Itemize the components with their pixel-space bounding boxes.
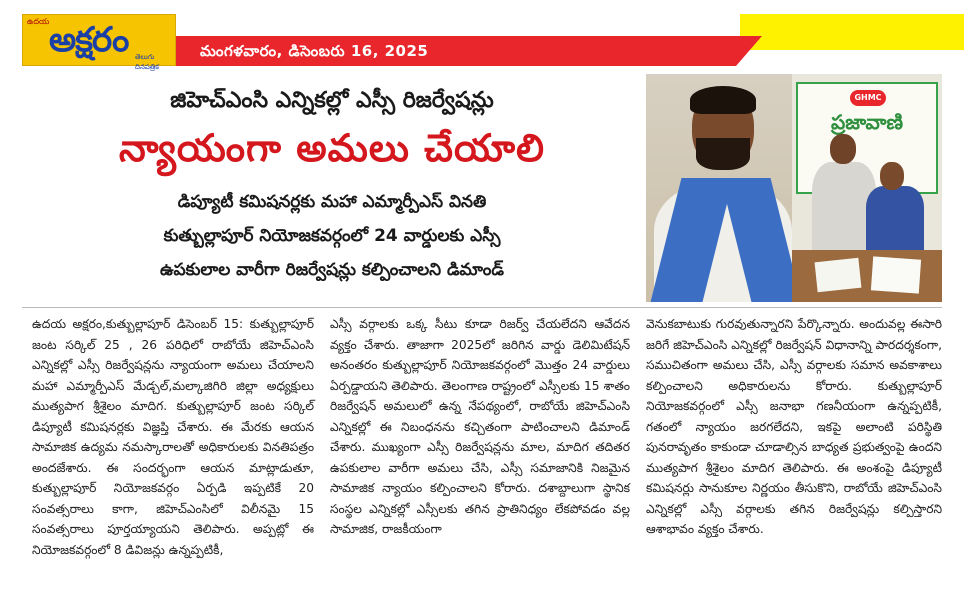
- article-deck-line: కుత్బుల్లాపూర్ నియోజకవర్గంలో 24 వార్డులకు ఎస్సీ: [163, 226, 501, 246]
- article-paragraph: వెనుకబాటుకు గురవుతున్నారని పేర్కొన్నారు. అందువల్ల ఈసారి జరిగే జిహెచ్ఎంసి ఎన్నికల్లో రిజర్వేషన్ విధానాన్ని పారదర్శకంగా, సముచితంగా అమలు చేసి, ఎస్సీ వర్గాలకు సమాన అవకాశాలు కల్పించాలని అధికారులను కోరారు. కుత్బుల్లాపూర్ నియోజకవర్గంలో ఎస్సీ జనాభా గణనీయంగా ఉన్నప్పటికీ, గతంలో న్యాయం జరగలేదని, ఇకపై అలాంటి పరిస్థితి పునరావృతం కాకుండా చూడాల్సిన బాధ్యత ప్రభుత్వంపై ఉందని ముత్యపాగ శ్రీశైలం మాదిగ తెలిపారు. ఈ అంశంపై డిప్యూటీ కమిషనర్లు సానుకూల నిర్ణయం తీసుకొని, రాబోయే జిహెచ్ఎంసి ఎన్నికల్లో ఎస్సీ వర్గాలకు తగిన రిజర్వేషన్లు కల్పిస్తారని ఆశాభావం వ్యక్తం చేశారు.: [646, 317, 942, 536]
- date-bar-wedge: [736, 36, 762, 66]
- date-bar: [176, 36, 736, 66]
- article-column-2: [330, 314, 630, 596]
- photo-official-seated: [866, 186, 924, 256]
- photo-ghmc-badge: GHMC: [850, 90, 886, 106]
- article-kicker: జిహెచ్ఎంసి ఎన్నికల్లో ఎస్సీ రిజర్వేషన్లు: [170, 88, 494, 113]
- newspaper-logo: [22, 14, 176, 71]
- article-deck-line: ఉపకులాల వారీగా రిజర్వేషన్లు కల్పించాలని డిమాండ్: [159, 260, 505, 280]
- section-divider: [22, 307, 942, 308]
- masthead-yellow-band: [740, 14, 964, 50]
- photo-banner-title: ప్రజావాణి: [831, 110, 903, 134]
- logo-main-text: అక్షరం: [49, 20, 129, 60]
- article-headline: న్యాయంగా అమలు చేయాలి: [119, 126, 545, 170]
- article-paragraph: ఉదయ అక్షరం,కుత్బుల్లాపూర్ డిసెంబర్ 15: కుత్బుల్లాపూర్ జంట సర్కిల్ 25 , 26 పరిధిలో రాబోయే జిహెచ్ఎంసి ఎన్నికల్లో ఎస్సీ రిజర్వేషన్లను న్యాయంగా అమలు చేయాలని మహా ఎమ్మార్పీఎస్ మేడ్చల్,మల్కాజిగిరి జిల్లా అధ్యక్షులు ముత్యపాగ శ్రీశైలం మాదిగ. కుత్బుల్లాపూర్ జంట సర్కిల్ డిప్యూటీ కమిషనర్లకు విజ్ఞప్తి చేశారు. ఈ మేరకు ఆయన సామాజిక ఉద్యమ నమస్కారాలతో అధికారులకు వినతిపత్రం అందజేశారు. ఈ సందర్భంగా ఆయన మాట్లాడుతూ, కుత్బుల్లాపూర్ నియోజకవర్గం ఏర్పడి ఇప్పటికే 20 సంవత్సరాలు కాగా, జిహెచ్ఎంసిలో విలీనమై 15 సంవత్సరాలు పూర్తయ్యాయని తెలిపారు. అప్పట్లో ఈ నియోజకవర్గంలో 8 డివిజన్లు ఉన్నప్పటికీ,: [32, 317, 314, 557]
- article-paragraph: ఎస్సీ వర్గాలకు ఒక్క సీటు కూడా రిజర్వ్ చేయలేదని ఆవేదన వ్యక్తం చేశారు. తాజాగా 2025లో జరిగిన వార్డు డెలిమిటేషన్ అనంతరం కుత్బుల్లాపూర్ నియోజకవర్గంలో మొత్తం 24 వార్డులు ఏర్పడ్డాయని తెలిపారు. తెలంగాణ రాష్ట్రంలో ఎస్సీలకు 15 శాతం రిజర్వేషన్ అమలులో ఉన్న నేపథ్యంలో, రాబోయే జిహెచ్ఎంసి ఎన్నికల్లో ఈ నిబంధనను కచ్చితంగా పాటించాలని డిమాండ్ చేశారు. ముఖ్యంగా ఎస్సీ రిజర్వేషన్లను మాల, మాదిగ తదితర ఉపకులాల వారీగా అమలు చేసి, ఎస్సీ సమాజానికి నిజమైన సామాజిక న్యాయం కల్పించాలని కోరారు. దశాబ్దాలుగా స్థానిక సంస్థల ఎన్నికల్లో ఎస్సీలకు తగిన ప్రాతినిధ్యం లేకపోవడం వల్ల సామాజిక, రాజకీయంగా: [330, 317, 630, 536]
- photo-person-standing-head: [830, 134, 856, 164]
- photo-document: [815, 258, 862, 292]
- article-column-1: [32, 314, 314, 596]
- photo-official-seated-head: [880, 162, 904, 190]
- masthead: [0, 0, 964, 72]
- article-column-3: [646, 314, 942, 596]
- photo-portrait-hair: [690, 86, 756, 114]
- article-deck-line: డిప్యూటీ కమిషనర్లకు మహా ఎమ్మార్పీఎస్ వినతి: [177, 192, 487, 212]
- logo-small-text: ఉదయ: [27, 17, 50, 26]
- article-photo: [646, 74, 942, 302]
- photo-portrait-beard: [696, 138, 750, 170]
- photo-document: [871, 256, 921, 293]
- logo-tagline: తెలుగు దినపత్రిక: [135, 53, 159, 71]
- issue-date: మంగళవారం, డిసెంబరు 16, 2025: [200, 42, 429, 60]
